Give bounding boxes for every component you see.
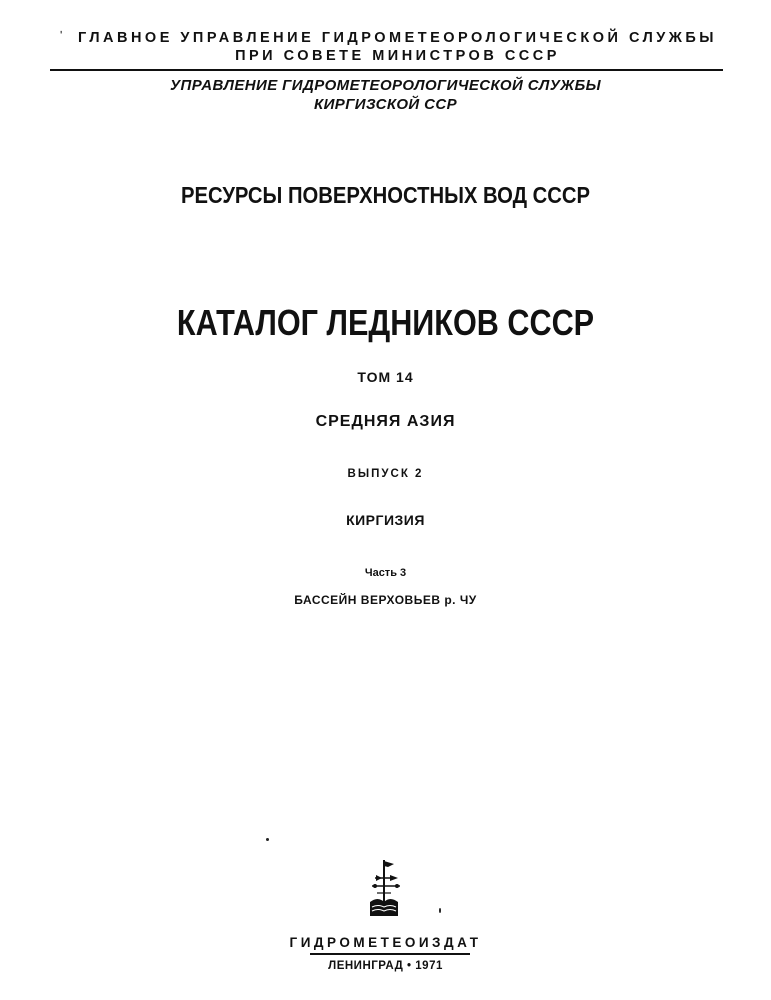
header-divider [50, 69, 723, 71]
publication-place-year: ЛЕНИНГРАД • 1971 [328, 960, 443, 972]
region-label: СРЕДНЯЯ АЗИЯ [315, 413, 456, 430]
series-title: РЕСУРСЫ ПОВЕРХНОСТНЫХ ВОД СССР [180, 182, 591, 208]
margin-mark: ʹ [60, 28, 63, 42]
print-speck [439, 908, 441, 913]
publisher-name: ГИДРОМЕТЕОИЗДАТ [289, 935, 482, 950]
print-speck [266, 838, 269, 841]
page-title: КАТАЛОГ ЛЕДНИКОВ СССР [176, 302, 595, 343]
part-label: Часть 3 [364, 567, 407, 579]
issue-label: ВЫПУСК 2 [347, 468, 424, 480]
publisher-divider [310, 953, 470, 955]
basin-label: БАССЕЙН ВЕРХОВЬЕВ р. ЧУ [294, 593, 477, 607]
country-label: КИРГИЗИЯ [346, 512, 425, 528]
volume-label: ТОМ 14 [357, 369, 414, 385]
sub-org-line-1: УПРАВЛЕНИЕ ГИДРОМЕТЕОРОЛОГИЧЕСКОЙ СЛУЖБЫ [170, 77, 601, 94]
weather-vane-icon [364, 858, 412, 918]
sub-org-line-2: КИРГИЗСКОЙ ССР [313, 96, 458, 113]
org-line-2: ПРИ СОВЕТЕ МИНИСТРОВ СССР [235, 48, 560, 64]
org-line-1: ГЛАВНОЕ УПРАВЛЕНИЕ ГИДРОМЕТЕОРОЛОГИЧЕСКОЙ СЛУЖБЫ [77, 30, 717, 46]
